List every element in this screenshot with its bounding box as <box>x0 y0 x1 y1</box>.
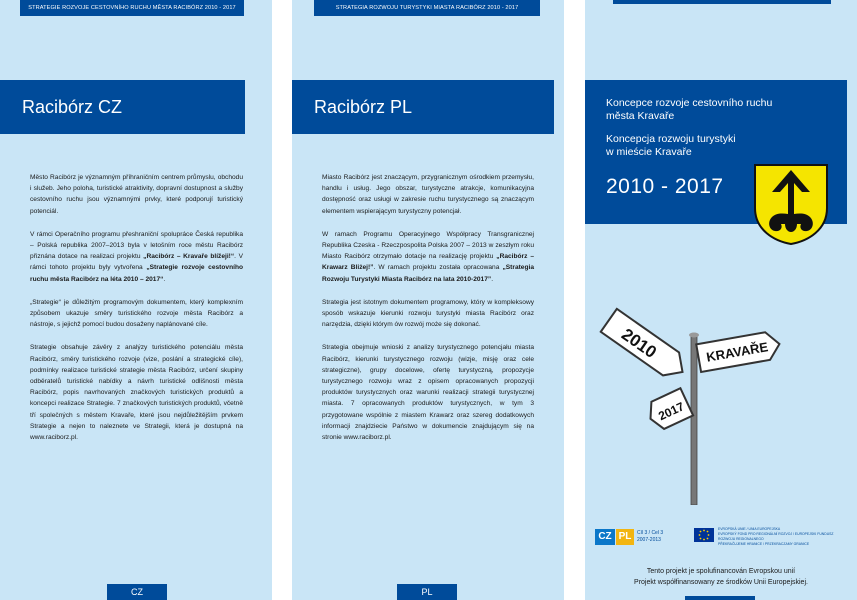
paragraph: „Strategie“ je důležitým programovým dokumentem, který komplexním způsobem ukazuje směry turistického rozvoje města Racibórz a nástroje, s jejichž pomocí budou dosaženy naplánované cíle. <box>30 298 243 329</box>
paragraph: V rámci Operačního programu přeshraniční spolupráce Česká republika – Polská republika 2007–2013 byla v letošním roce městu Racibórz přiznána dotace na realizaci projektu „Racibórz – Kravaře blížeji!“. V rámci tohoto projektu byly vytvořena „Strategie rozvoje cestovního ruchu města Racibórz na léta 2010 – 2017“. <box>30 230 244 283</box>
cover-title-pl-2: w mieście Kravaře <box>606 146 692 158</box>
panel-header: STRATEGIA ROZWOJU TURYSTYKI MIASTA RACIBÓRZ 2010 - 2017 <box>314 0 540 16</box>
logo-program: Cíl 3 / Cel 3 2007-2013 <box>637 530 664 543</box>
cover-title-block <box>585 80 847 224</box>
panel-cover <box>585 0 857 600</box>
panel-body <box>322 172 534 455</box>
sign-2017-label: 2017 <box>656 399 687 424</box>
eu-flag-icon <box>694 528 714 542</box>
paragraph: Město Racibórz je významným příhraničním centrem průmyslu, obchodu i služeb. Jeho poloha, turistické atraktivity, dopravní dostupnost a služby cestovního ruchu jsou významnými prvky, které podporují turistický potenciál. <box>30 174 243 215</box>
panel-footer: PL <box>397 584 457 600</box>
sign-2010-label: 2010 <box>618 324 660 362</box>
paragraph: Strategia jest istotnym dokumentem programowy, który w kompleksowy sposób wskazuje kierunki rozwoju turystyki miasta Racibórz oraz narzędzia, dzięki którym ów rozwój może się dokonać. <box>322 298 534 329</box>
logo-cz: CZ <box>595 529 615 545</box>
signpost-illustration <box>599 305 819 505</box>
paragraph: Strategia obejmuje wnioski z analizy turystycznego potencjału miasta Racibórz, kierunki turystycznego rozwoju (wizje, misję oraz cele strategiczne), grupy docelowe, ofertę turystyczną, propozycje turystycznego rozwoju wraz z opisem opracowanych propozycji produktów turystycznych oraz warunki realizacji strategii turystycznej miasta. 7 opracowanych produktów turystycznych, w tym 3 przygotowane wspólnie z miastem Krawarz oraz szereg dodatkowych informacji znajdziecie Państwo w dokumencie znajdującym się na stronie www.raciborz.pl. <box>322 344 534 442</box>
panel-body <box>30 172 243 455</box>
panel-footer-bar <box>685 596 755 600</box>
cover-title-pl-1: Koncepcja rozwoju turystyki <box>606 133 736 145</box>
panel-header-bar <box>613 0 831 4</box>
paragraph: Strategie obsahuje závěry z analýzy turistického potenciálu města Racibórz, směry turistického rozvoje (vize, poslání a strategické cíle), podmínky realizace turistické strategie města Racibórz, určení skupiny odběratelů turistické nabídky a návrh turistické odlišnosti města Racibórz, popis navrhovaných značkových turistických produktů a koncepci realizace Strategie. 7 značkových turistických produktů, včetně tří společných s městem Kravaře, které jsou nejdůležitějším prvkem Strategie a nejen to naleznete ve Strategii, která je dostupná na www.raciborz.pl. <box>30 344 243 442</box>
cover-title-cz-1: Koncepce rozvoje cestovního ruchu <box>606 97 773 109</box>
panel-title: Racibórz CZ <box>0 80 245 134</box>
cover-years: 2010 - 2017 <box>606 175 724 198</box>
coat-of-arms-icon <box>752 162 830 246</box>
paragraph: W ramach Programu Operacyjnego Współpracy Transgranicznej Republika Czeska - Rzeczpospolita Polska 2007 – 2013 w zeszłym roku Miasto Racibórz otrzymało dotacje na realizację projektu „Racibórz – Krawarz Bliżej!”. W ramach projektu została opracowana „Strategia Rozwoju Turystyki Miasta Racibórz na lata 2010-2017”. <box>322 230 534 283</box>
paragraph: Miasto Racibórz jest znaczącym, przygranicznym ośrodkiem przemysłu, handlu i usług. Jego obszar, turystyczne atrakcje, komunikacyjna dostępność oraz usługi w zakresie ruchu turystycznego są znaczącym elementem wspierającym turystyczny potencjał. <box>322 174 534 215</box>
panel-header: STRATEGIE ROZVOJE CESTOVNÍHO RUCHU MĚSTA RACIBÓRZ 2010 - 2017 <box>20 0 244 16</box>
logo-pl: PL <box>616 529 634 545</box>
cover-title-cz-2: města Kravaře <box>606 110 675 122</box>
logo-strip <box>595 522 847 552</box>
panel-title: Racibórz PL <box>292 80 554 134</box>
eu-text: EVROPSKÁ UNIE / UNIA EUROPEJSKA EVROPSKÝ FOND PRO REGIONÁLNÍ ROZVOJ / EUROPEJSKI FUNDUSZ ROZWOJU REGIONALNEGO PŘEKRAČUJEME HRANICE / PRZEKRACZAMY GRANICE <box>718 527 834 546</box>
panel-pl <box>292 0 564 600</box>
panel-cz <box>0 0 272 600</box>
funding-note: Tento projekt je spolufinancován Evropskou unií Projekt współfinansowany ze środków Unii Europejskiej. <box>634 568 808 586</box>
panel-footer: CZ <box>107 584 167 600</box>
sign-kravare-label: KRAVAŘE <box>705 339 770 365</box>
